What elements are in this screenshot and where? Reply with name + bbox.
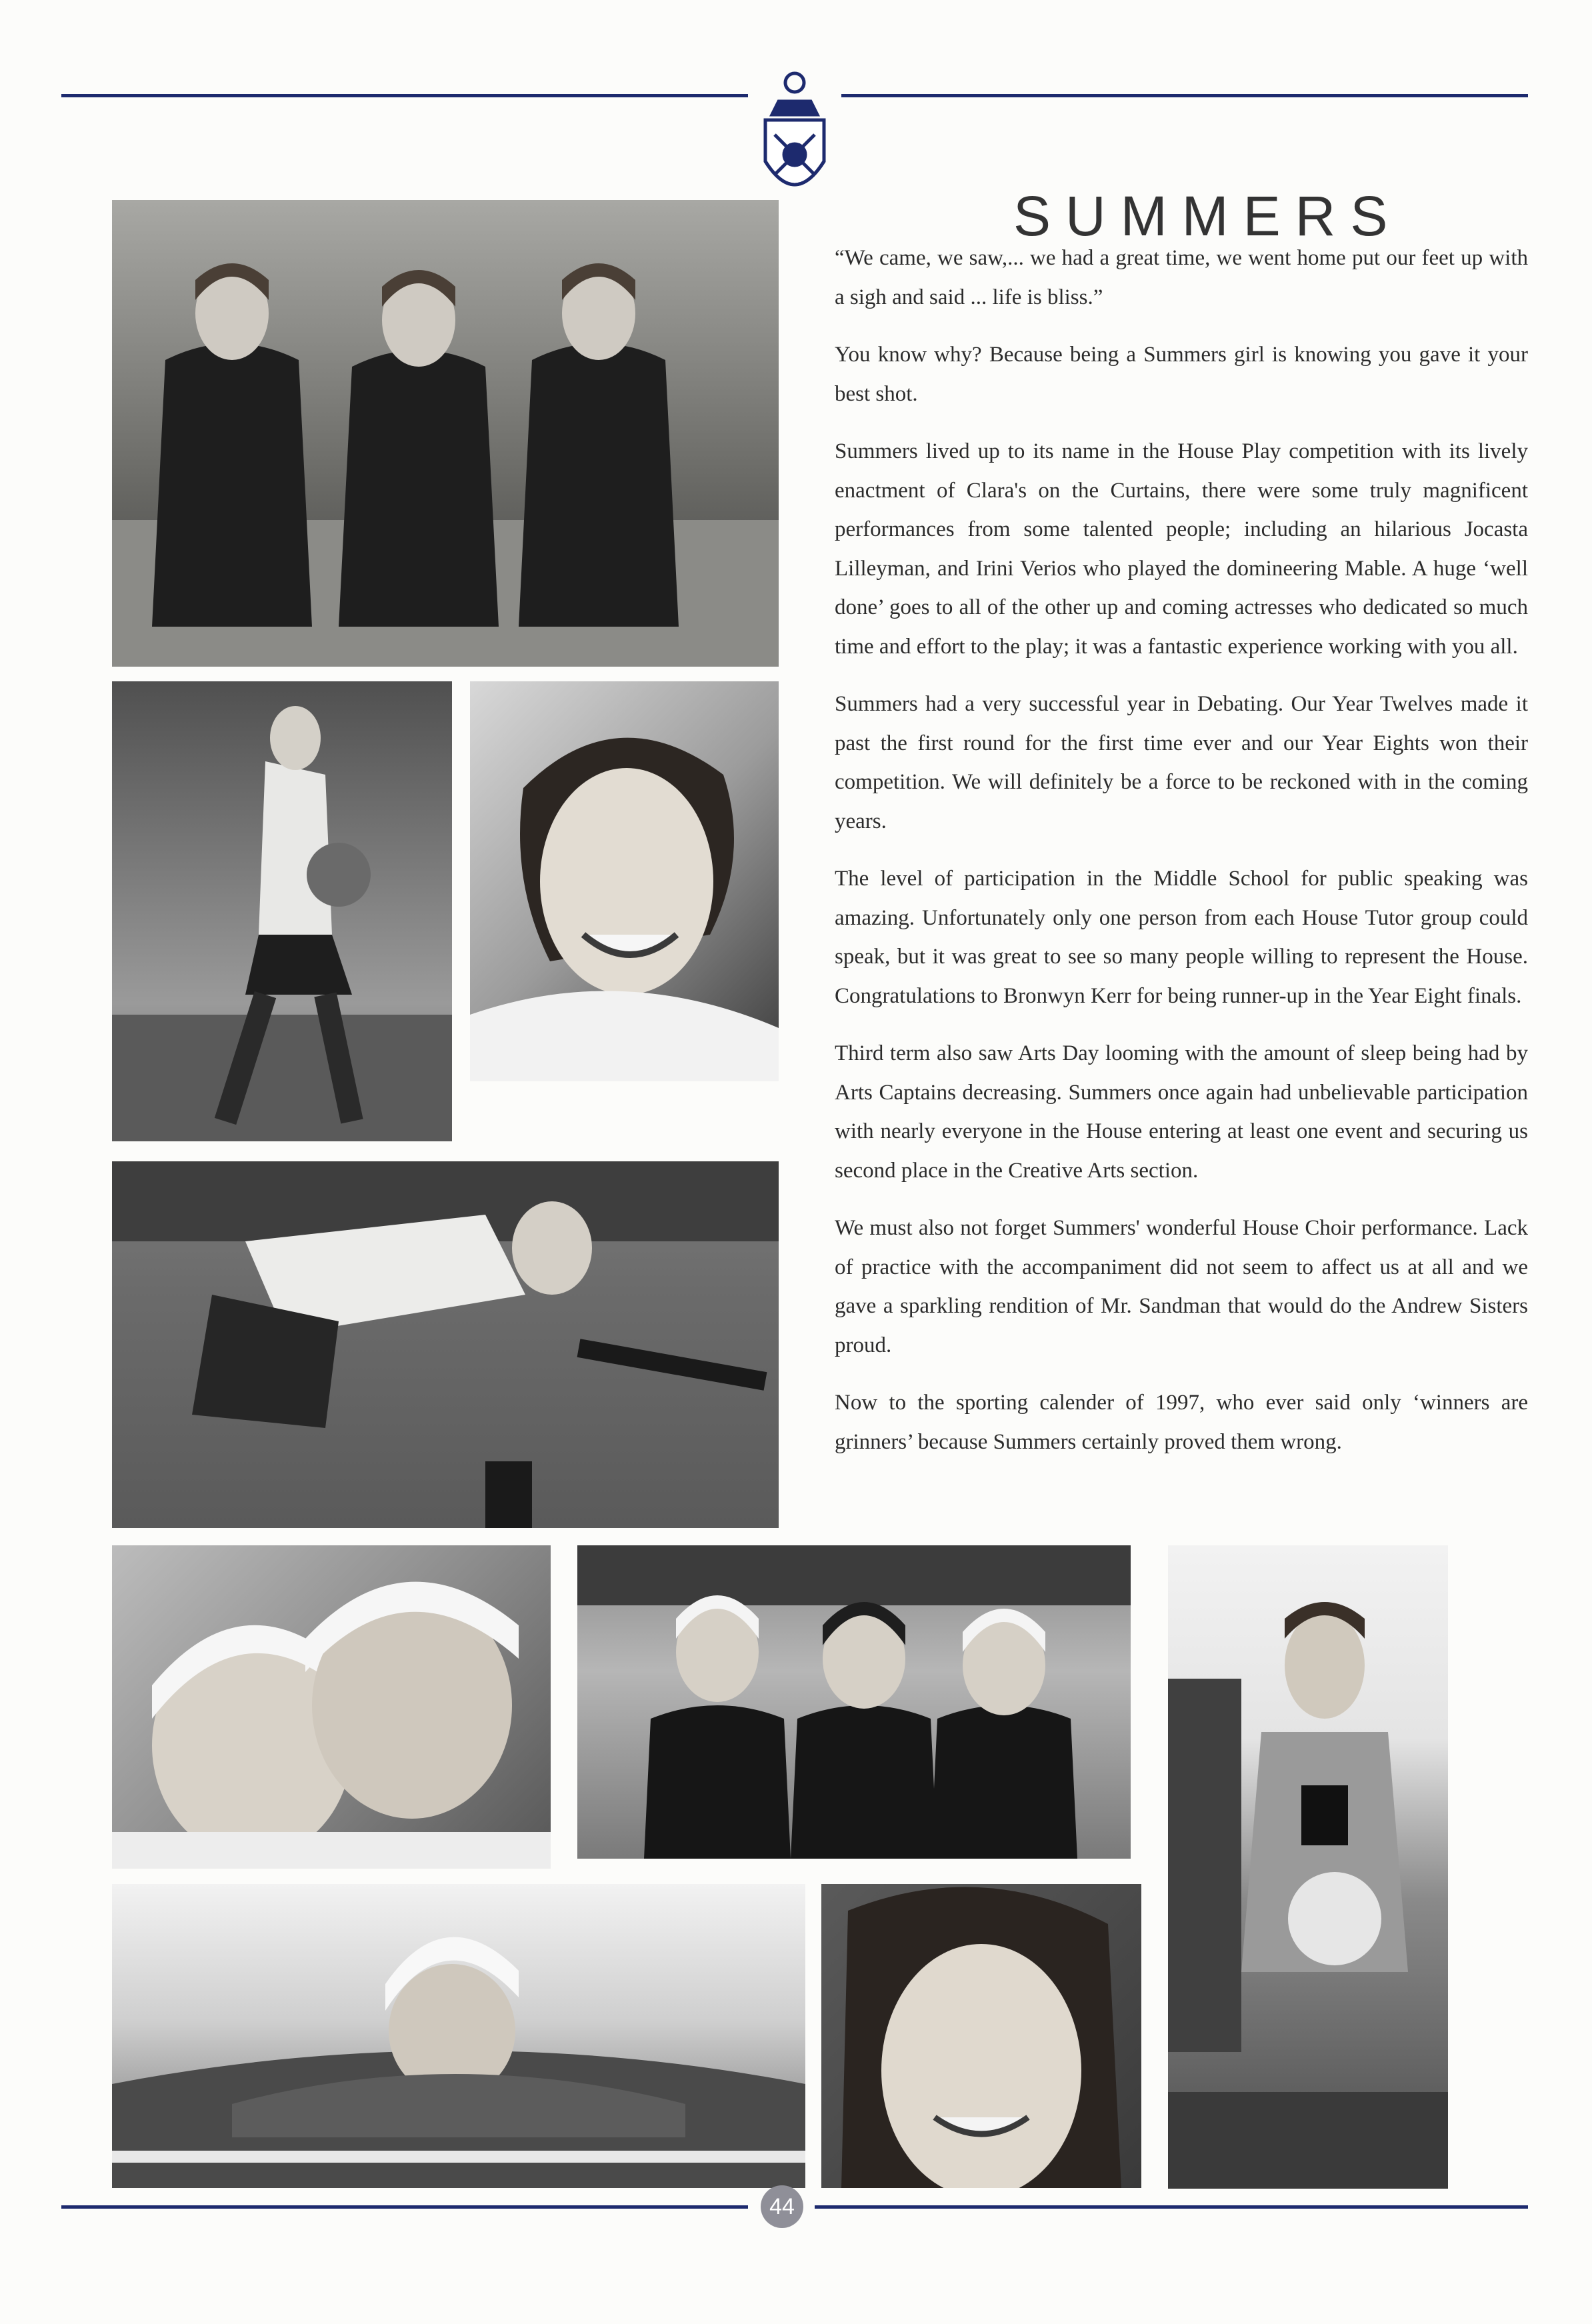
article-paragraph: We must also not forget Summers' wonderful House Choir performance. Lack of practice with the accompaniment did not seem to affect us at all and we gave a sparkling rendition of Mr. Sandman that would do the Andrew Sisters proud.: [835, 1216, 1528, 1357]
photo-goalkeeper-netball: [1168, 1545, 1448, 2189]
footer-rule-left: [61, 2205, 748, 2209]
article-paragraph: Summers lived up to its name in the House Play competition with its lively enactment of Clara's on the Curtains, there were some truly magnificent performances from some talented people; including an hilarious Jocasta Lilleyman, and Irini Verios who played the domineering Mable. A huge ‘well done’ goes to all of the other up and coming actresses who dedicated so much time and effort to the play; it was a fantastic experience working with you all.: [835, 439, 1528, 659]
photo-two-swimmers-caps: [112, 1545, 551, 1869]
page-title: SUMMERS: [1013, 185, 1403, 248]
article-body: [835, 239, 1528, 1480]
article-paragraph: “We came, we saw,... we had a great time, we went home put our feet up with a sigh and said ... life is bliss.”: [835, 246, 1528, 309]
photo-hockey-player: [112, 1161, 779, 1528]
photo-three-swimmers-pool: [577, 1545, 1131, 1859]
page-number: 44: [761, 2185, 803, 2228]
header-rule-left: [61, 94, 748, 97]
article-paragraph: The level of participation in the Middle School for public speaking was amazing. Unfortunately only one person from each House Tutor group could speak, but it was great to see so many people willing to represent the House. Congratulations to Bronwyn Kerr for being runner-up in the Year Eight finals.: [835, 867, 1528, 1008]
photo-girl-portrait-smile: [821, 1884, 1141, 2188]
article-paragraph: Summers had a very successful year in Debating. Our Year Twelves made it past the first round for the first time ever and our Year Eights won their competition. We will definitely be a force to be reckoned with in the coming years.: [835, 692, 1528, 833]
school-crest-icon: [745, 61, 844, 215]
photo-smiling-girl-portrait: [470, 681, 779, 1081]
photo-swimmer-pool-edge: [112, 1884, 805, 2188]
article-paragraph: You know why? Because being a Summers girl is knowing you gave it your best shot.: [835, 343, 1528, 406]
article-paragraph: Third term also saw Arts Day looming with the amount of sleep being had by Arts Captains decreasing. Summers once again had unbelievable participation with nearly everyone in the House entering at least one event and securing us second place in the Creative Arts section.: [835, 1041, 1528, 1183]
photo-three-girls-blazers: [112, 200, 779, 667]
footer-rule-right: [815, 2205, 1528, 2209]
header-rule-right: [841, 94, 1528, 97]
article-paragraph: Now to the sporting calender of 1997, who ever said only ‘winners are grinners’ because Summers certainly proved them wrong.: [835, 1391, 1528, 1454]
photo-netball-player-running: [112, 681, 452, 1141]
